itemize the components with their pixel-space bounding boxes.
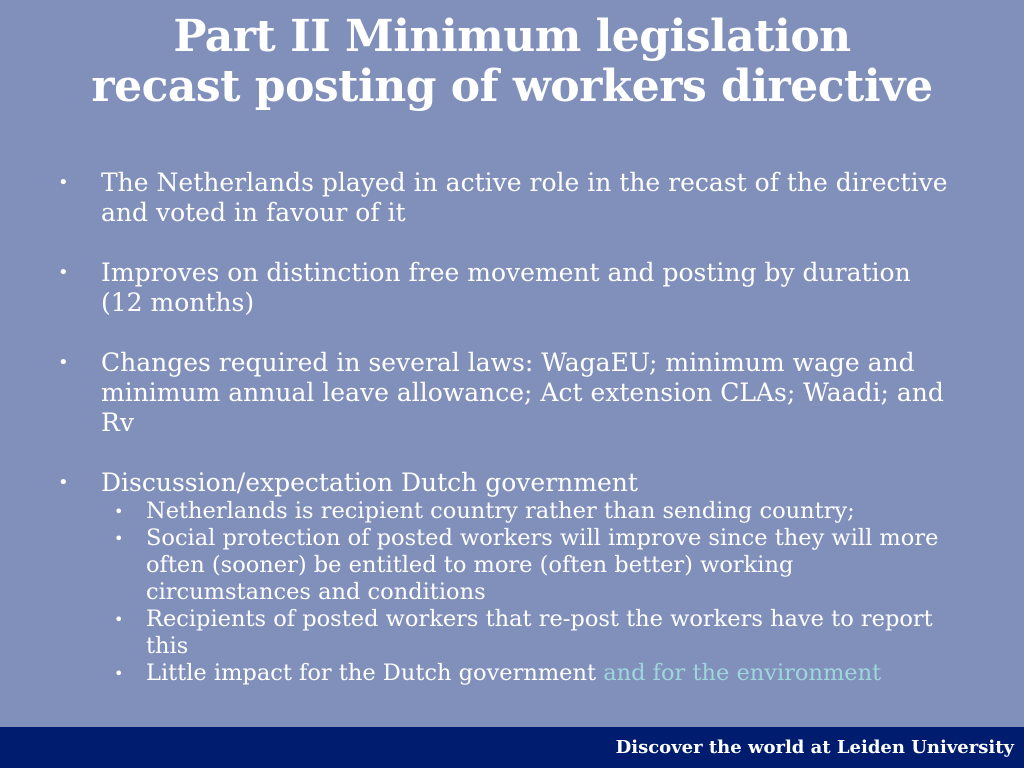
- bullet-icon: •: [58, 352, 69, 373]
- sub-bullet-highlight-text: and for the environment: [603, 660, 882, 686]
- sub-bullet-text: Little impact for the Dutch government: [146, 660, 597, 686]
- footer-tagline: Discover the world at Leiden University: [615, 737, 1014, 758]
- footer-bar: [0, 727, 1024, 768]
- sub-bullet-text: Recipients of posted workers that re-post the workers have to report this: [146, 606, 933, 659]
- sub-bullet-item: [101, 606, 958, 660]
- sub-bullet-icon: •: [114, 610, 124, 629]
- sub-bullet-list: [101, 498, 958, 687]
- title-line-1: Part II Minimum legislation: [173, 11, 851, 62]
- slide-title: [0, 12, 1024, 112]
- sub-bullet-icon: •: [114, 664, 124, 683]
- sub-bullet-text: Netherlands is recipient country rather than sending country;: [146, 498, 855, 524]
- bullet-icon: •: [58, 172, 69, 193]
- slide-body: [58, 168, 958, 717]
- sub-bullet-item: [101, 498, 958, 525]
- bullet-icon: •: [58, 262, 69, 283]
- bullet-text: Improves on distinction free movement and posting by duration (12 months): [101, 258, 911, 317]
- bullet-icon: •: [58, 472, 69, 493]
- bullet-text: Discussion/expectation Dutch government: [101, 468, 638, 497]
- bullet-item: [58, 258, 958, 318]
- sub-bullet-text: Social protection of posted workers will improve since they will more often (sooner) be entitled to more (often better) working circumstances and conditions: [146, 525, 939, 605]
- bullet-text: Changes required in several laws: WagaEU; minimum wage and minimum annual leave allowance; Act extension CLAs; Waadi; and Rv: [101, 348, 944, 437]
- bullet-item: [58, 468, 958, 687]
- sub-bullet-item: [101, 525, 958, 606]
- sub-bullet-icon: •: [114, 502, 124, 521]
- sub-bullet-item: [101, 660, 958, 687]
- bullet-item: [58, 168, 958, 228]
- sub-bullet-icon: •: [114, 529, 124, 548]
- bullet-item: [58, 348, 958, 438]
- title-line-2: recast posting of workers directive: [91, 61, 933, 112]
- bullet-text: The Netherlands played in active role in the recast of the directive and voted in favour of it: [101, 168, 948, 227]
